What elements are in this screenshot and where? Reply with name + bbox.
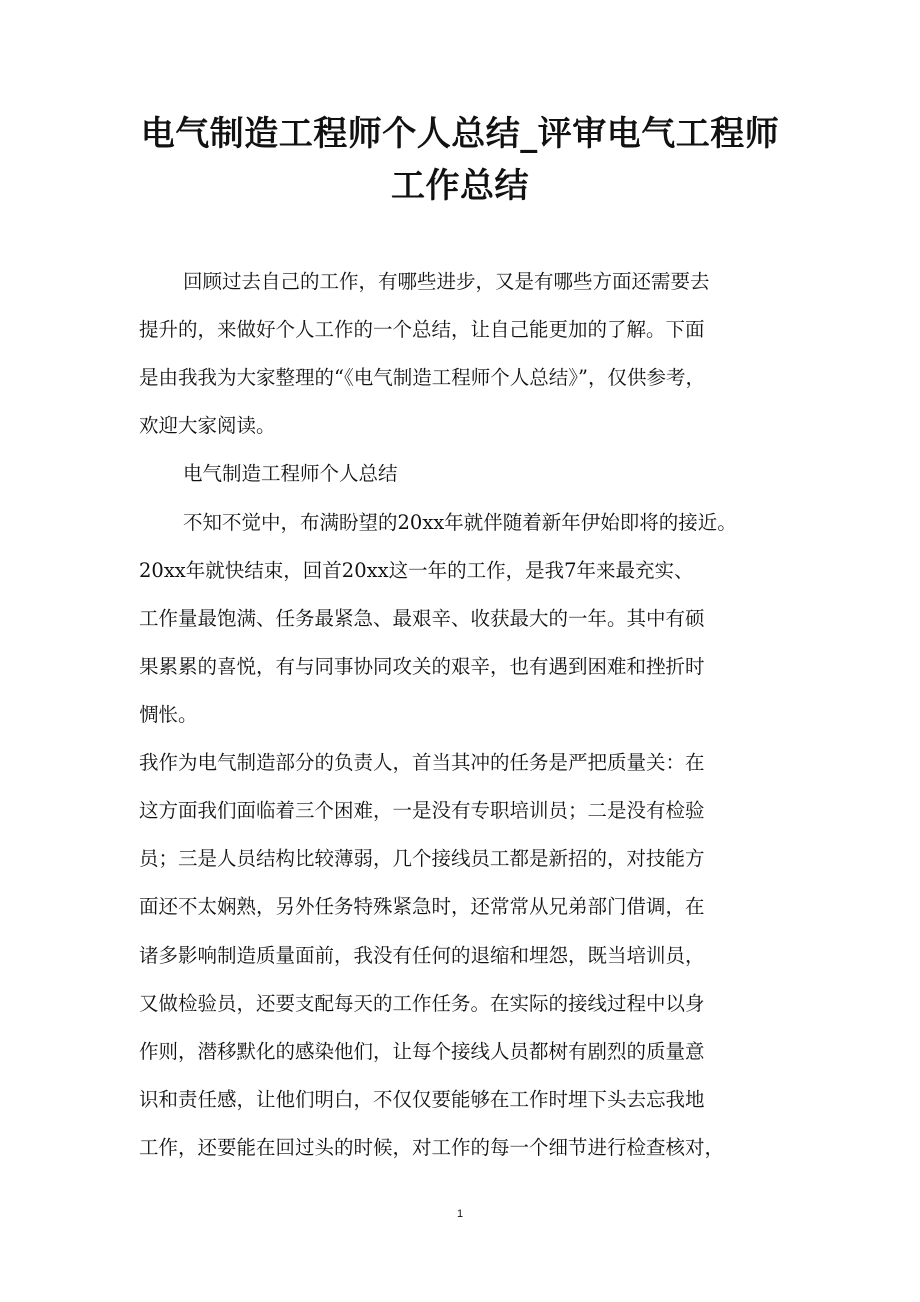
document-title — [100, 108, 820, 212]
body-line: 工作，还要能在回过头的时候，对工作的每一个细节进行检查核对， — [139, 1136, 725, 1159]
body-line: 工作量最饱满、任务最紧急、最艰辛、收获最大的一年。其中有硕 — [139, 607, 705, 630]
body-line: 员；三是人员结构比较薄弱，几个接线员工都是新招的，对技能方 — [139, 847, 705, 870]
title-line-2: 工作总结 — [391, 166, 529, 206]
page-number: 1 — [456, 1208, 464, 1220]
title-line-1: 电气制造工程师个人总结_评审电气工程师 — [140, 114, 780, 154]
body-line: 提升的，来做好个人工作的一个总结，让自己能更加的了解。下面 — [139, 318, 705, 341]
body-line: 不知不觉中，布满盼望的20xx年就伴随着新年伊始即将的接近。 — [183, 511, 737, 534]
body-line: 回顾过去自己的工作，有哪些进步，又是有哪些方面还需要去 — [183, 270, 710, 293]
body-line: 20xx年就快结束，回首20xx这一年的工作，是我7年来最充实、 — [139, 559, 694, 582]
body-line: 作则，潜移默化的感染他们，让每个接线人员都树有剧烈的质量意 — [139, 1040, 705, 1063]
body-line: 这方面我们面临着三个困难，一是没有专职培训员；二是没有检验 — [139, 799, 705, 822]
section-heading: 电气制造工程师个人总结 — [183, 462, 398, 485]
body-line: 诸多影响制造质量面前，我没有任何的退缩和埋怨，既当培训员， — [139, 944, 705, 967]
body-line: 面还不太娴熟，另外任务特殊紧急时，还常常从兄弟部门借调，在 — [139, 895, 705, 918]
body-line: 果累累的喜悦，有与同事协同攻关的艰辛，也有遇到困难和挫折时 — [139, 655, 705, 678]
body-line: 我作为电气制造部分的负责人，首当其冲的任务是严把质量关：在 — [139, 751, 705, 774]
body-line: 欢迎大家阅读。 — [139, 414, 276, 437]
body-line: 惆怅。 — [139, 703, 198, 726]
body-line: 又做检验员，还要支配每天的工作任务。在实际的接线过程中以身 — [139, 992, 705, 1015]
body-line: 是由我我为大家整理的“《电气制造工程师个人总结》”，仅供参考， — [139, 366, 705, 389]
body-line: 识和责任感，让他们明白，不仅仅要能够在工作时埋下头去忘我地 — [139, 1088, 705, 1111]
